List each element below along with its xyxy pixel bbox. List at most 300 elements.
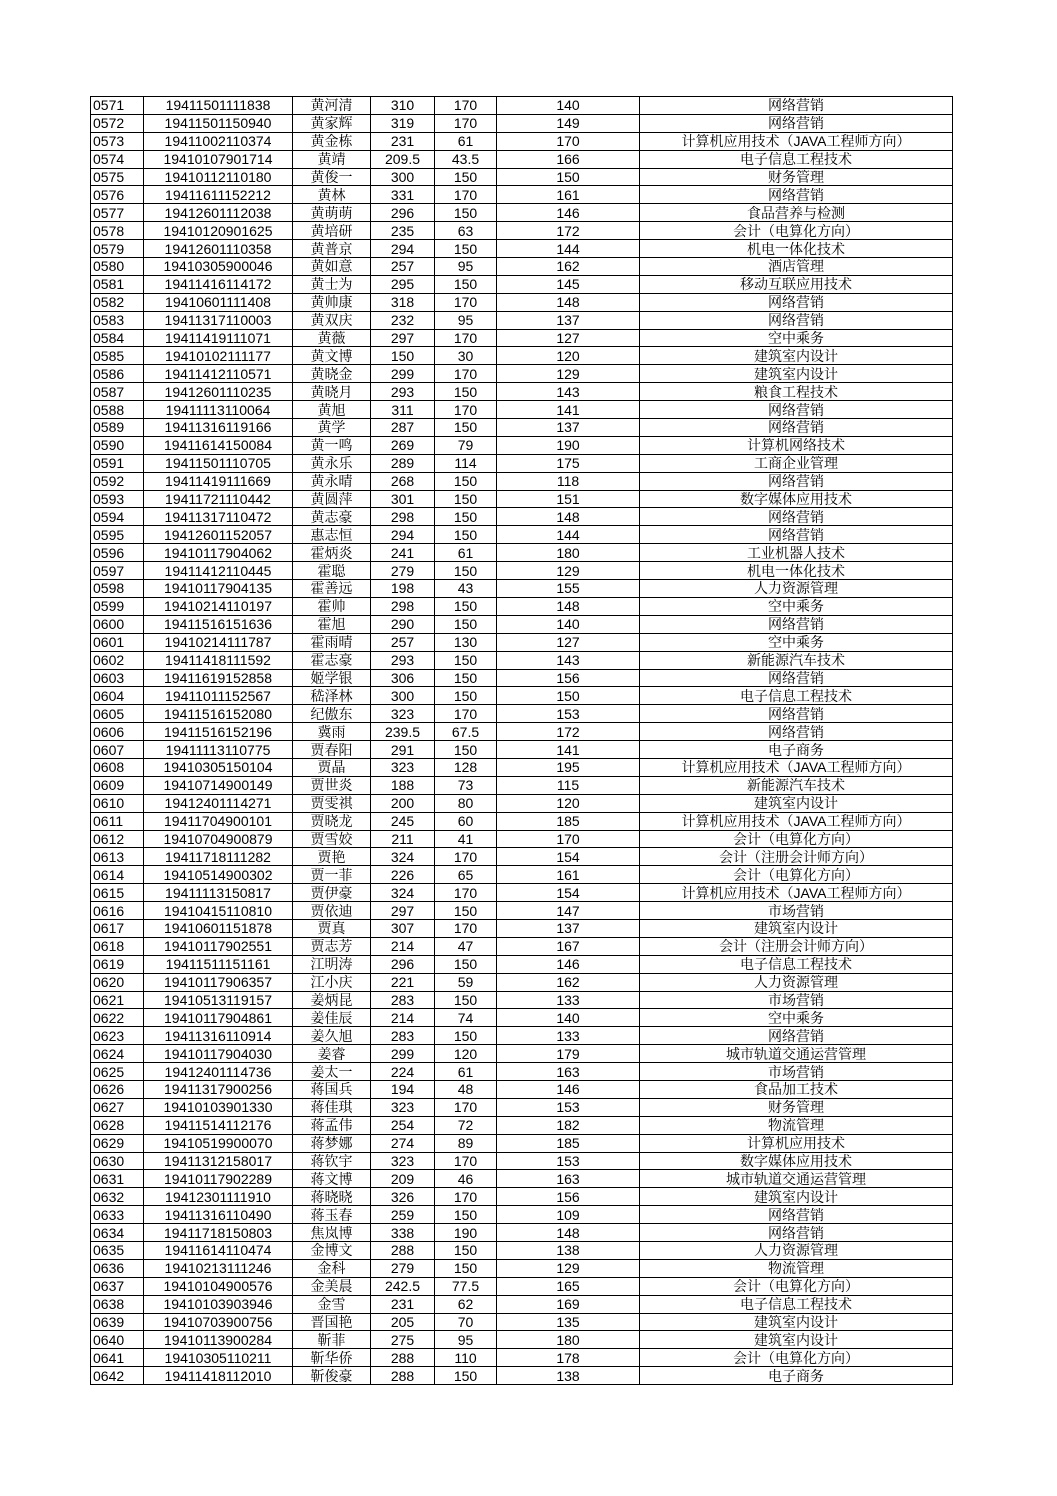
candidate-id-cell: 19411002110374 xyxy=(144,132,293,150)
total-score-cell: 299 xyxy=(371,1045,435,1063)
row-number-cell: 0625 xyxy=(91,1063,144,1081)
score-a-cell: 150 xyxy=(435,597,497,615)
table-row xyxy=(91,597,953,615)
score-a-cell: 150 xyxy=(435,204,497,222)
row-number-cell: 0592 xyxy=(91,472,144,490)
major-cell: 网络营销 xyxy=(640,311,953,329)
candidate-id-cell: 19410117902551 xyxy=(144,937,293,955)
candidate-id-cell: 19410120901625 xyxy=(144,222,293,240)
score-b-cell: 185 xyxy=(497,812,640,830)
candidate-id-cell: 19412601110235 xyxy=(144,383,293,401)
name-cell: 黄如意 xyxy=(293,258,371,276)
score-a-cell: 150 xyxy=(435,1259,497,1277)
candidate-id-cell: 19411516151636 xyxy=(144,615,293,633)
name-cell: 贾世炎 xyxy=(293,776,371,794)
candidate-id-cell: 19411317110003 xyxy=(144,311,293,329)
major-cell: 电子信息工程技术 xyxy=(640,1295,953,1313)
candidate-id-cell: 19411614150084 xyxy=(144,436,293,454)
table-row xyxy=(91,258,953,276)
total-score-cell: 241 xyxy=(371,544,435,562)
candidate-id-cell: 19411501111838 xyxy=(144,97,293,115)
candidate-id-cell: 19412301111910 xyxy=(144,1188,293,1206)
table-row xyxy=(91,1224,953,1242)
score-b-cell: 179 xyxy=(497,1045,640,1063)
score-a-cell: 150 xyxy=(435,508,497,526)
row-number-cell: 0624 xyxy=(91,1045,144,1063)
score-b-cell: 148 xyxy=(497,508,640,526)
total-score-cell: 239.5 xyxy=(371,723,435,741)
score-b-cell: 163 xyxy=(497,1170,640,1188)
candidate-id-cell: 19411619152858 xyxy=(144,669,293,687)
candidate-id-cell: 19411113110064 xyxy=(144,401,293,419)
score-b-cell: 144 xyxy=(497,240,640,258)
name-cell: 晋国艳 xyxy=(293,1313,371,1331)
row-number-cell: 0575 xyxy=(91,168,144,186)
major-cell: 计算机应用技术（JAVA工程师方向） xyxy=(640,812,953,830)
table-row xyxy=(91,490,953,508)
name-cell: 黄一鸣 xyxy=(293,436,371,454)
table-row xyxy=(91,776,953,794)
row-number-cell: 0603 xyxy=(91,669,144,687)
total-score-cell: 275 xyxy=(371,1331,435,1349)
table-row xyxy=(91,1188,953,1206)
table-row xyxy=(91,973,953,991)
major-cell: 建筑室内设计 xyxy=(640,1313,953,1331)
candidate-id-cell: 19411516152196 xyxy=(144,723,293,741)
major-cell: 市场营销 xyxy=(640,1063,953,1081)
candidate-id-cell: 19410601111408 xyxy=(144,293,293,311)
row-number-cell: 0582 xyxy=(91,293,144,311)
candidate-id-cell: 19410107901714 xyxy=(144,150,293,168)
total-score-cell: 214 xyxy=(371,937,435,955)
major-cell: 网络营销 xyxy=(640,293,953,311)
row-number-cell: 0633 xyxy=(91,1206,144,1224)
candidate-id-cell: 19410601151878 xyxy=(144,919,293,937)
name-cell: 霍旭 xyxy=(293,615,371,633)
total-score-cell: 288 xyxy=(371,1349,435,1367)
total-score-cell: 235 xyxy=(371,222,435,240)
table-row xyxy=(91,293,953,311)
score-a-cell: 80 xyxy=(435,794,497,812)
score-b-cell: 137 xyxy=(497,419,640,437)
table-row xyxy=(91,580,953,598)
major-cell: 网络营销 xyxy=(640,508,953,526)
row-number-cell: 0576 xyxy=(91,186,144,204)
total-score-cell: 200 xyxy=(371,794,435,812)
score-a-cell: 63 xyxy=(435,222,497,240)
total-score-cell: 295 xyxy=(371,275,435,293)
score-a-cell: 70 xyxy=(435,1313,497,1331)
total-score-cell: 301 xyxy=(371,490,435,508)
table-row xyxy=(91,1295,953,1313)
name-cell: 姜睿 xyxy=(293,1045,371,1063)
score-b-cell: 178 xyxy=(497,1349,640,1367)
candidate-id-cell: 19410117904062 xyxy=(144,544,293,562)
major-cell: 网络营销 xyxy=(640,114,953,132)
candidate-id-cell: 19411704900101 xyxy=(144,812,293,830)
name-cell: 金博文 xyxy=(293,1242,371,1260)
row-number-cell: 0640 xyxy=(91,1331,144,1349)
table-row xyxy=(91,1313,953,1331)
row-number-cell: 0591 xyxy=(91,454,144,472)
score-b-cell: 172 xyxy=(497,222,640,240)
score-a-cell: 170 xyxy=(435,186,497,204)
name-cell: 贾雪姣 xyxy=(293,830,371,848)
major-cell: 建筑室内设计 xyxy=(640,1188,953,1206)
score-b-cell: 161 xyxy=(497,866,640,884)
score-b-cell: 154 xyxy=(497,884,640,902)
candidate-id-cell: 19411418111592 xyxy=(144,651,293,669)
total-score-cell: 211 xyxy=(371,830,435,848)
name-cell: 贾晓龙 xyxy=(293,812,371,830)
major-cell: 网络营销 xyxy=(640,186,953,204)
candidate-id-cell: 19411511151161 xyxy=(144,955,293,973)
row-number-cell: 0636 xyxy=(91,1259,144,1277)
score-a-cell: 61 xyxy=(435,132,497,150)
major-cell: 计算机应用技术（JAVA工程师方向） xyxy=(640,132,953,150)
total-score-cell: 323 xyxy=(371,1152,435,1170)
name-cell: 靳俊豪 xyxy=(293,1367,371,1385)
major-cell: 建筑室内设计 xyxy=(640,794,953,812)
table-row xyxy=(91,902,953,920)
score-b-cell: 163 xyxy=(497,1063,640,1081)
row-number-cell: 0571 xyxy=(91,97,144,115)
candidate-id-cell: 19410113900284 xyxy=(144,1331,293,1349)
score-b-cell: 148 xyxy=(497,1224,640,1242)
table-row xyxy=(91,1331,953,1349)
major-cell: 网络营销 xyxy=(640,526,953,544)
name-cell: 嵇泽林 xyxy=(293,687,371,705)
table-row xyxy=(91,1206,953,1224)
total-score-cell: 300 xyxy=(371,168,435,186)
score-b-cell: 138 xyxy=(497,1367,640,1385)
score-b-cell: 140 xyxy=(497,1009,640,1027)
candidate-id-cell: 19411416114172 xyxy=(144,275,293,293)
name-cell: 贾一菲 xyxy=(293,866,371,884)
score-b-cell: 138 xyxy=(497,1242,640,1260)
total-score-cell: 268 xyxy=(371,472,435,490)
table-row xyxy=(91,1367,953,1385)
table-row xyxy=(91,508,953,526)
name-cell: 黄文博 xyxy=(293,347,371,365)
score-a-cell: 170 xyxy=(435,919,497,937)
candidate-id-cell: 19410415110810 xyxy=(144,902,293,920)
table-row xyxy=(91,705,953,723)
total-score-cell: 257 xyxy=(371,258,435,276)
name-cell: 黄晓金 xyxy=(293,365,371,383)
score-a-cell: 150 xyxy=(435,1027,497,1045)
total-score-cell: 279 xyxy=(371,1259,435,1277)
name-cell: 霍雨晴 xyxy=(293,633,371,651)
table-row xyxy=(91,919,953,937)
score-b-cell: 144 xyxy=(497,526,640,544)
total-score-cell: 297 xyxy=(371,902,435,920)
score-a-cell: 150 xyxy=(435,741,497,759)
major-cell: 空中乘务 xyxy=(640,329,953,347)
name-cell: 贾志芳 xyxy=(293,937,371,955)
major-cell: 物流管理 xyxy=(640,1259,953,1277)
score-b-cell: 190 xyxy=(497,436,640,454)
major-cell: 建筑室内设计 xyxy=(640,347,953,365)
total-score-cell: 269 xyxy=(371,436,435,454)
table-row xyxy=(91,526,953,544)
score-a-cell: 60 xyxy=(435,812,497,830)
score-b-cell: 156 xyxy=(497,669,640,687)
score-a-cell: 150 xyxy=(435,383,497,401)
total-score-cell: 318 xyxy=(371,293,435,311)
total-score-cell: 209 xyxy=(371,1170,435,1188)
row-number-cell: 0608 xyxy=(91,758,144,776)
total-score-cell: 242.5 xyxy=(371,1277,435,1295)
row-number-cell: 0631 xyxy=(91,1170,144,1188)
major-cell: 网络营销 xyxy=(640,669,953,687)
major-cell: 会计（电算化方向） xyxy=(640,1349,953,1367)
candidate-id-cell: 19410704900879 xyxy=(144,830,293,848)
row-number-cell: 0615 xyxy=(91,884,144,902)
table-row xyxy=(91,329,953,347)
name-cell: 黄圆萍 xyxy=(293,490,371,508)
row-number-cell: 0629 xyxy=(91,1134,144,1152)
total-score-cell: 245 xyxy=(371,812,435,830)
total-score-cell: 289 xyxy=(371,454,435,472)
name-cell: 黄双庆 xyxy=(293,311,371,329)
name-cell: 纪傲东 xyxy=(293,705,371,723)
total-score-cell: 331 xyxy=(371,186,435,204)
total-score-cell: 257 xyxy=(371,633,435,651)
score-b-cell: 162 xyxy=(497,258,640,276)
candidate-id-cell: 19410103901330 xyxy=(144,1098,293,1116)
table-row xyxy=(91,1098,953,1116)
name-cell: 黄学 xyxy=(293,419,371,437)
score-b-cell: 148 xyxy=(497,293,640,311)
score-a-cell: 170 xyxy=(435,884,497,902)
score-b-cell: 151 xyxy=(497,490,640,508)
score-a-cell: 43 xyxy=(435,580,497,598)
row-number-cell: 0584 xyxy=(91,329,144,347)
table-row xyxy=(91,347,953,365)
major-cell: 会计（注册会计师方向） xyxy=(640,848,953,866)
table-row xyxy=(91,723,953,741)
row-number-cell: 0577 xyxy=(91,204,144,222)
table-row xyxy=(91,222,953,240)
total-score-cell: 231 xyxy=(371,132,435,150)
table-row xyxy=(91,633,953,651)
name-cell: 靳华侨 xyxy=(293,1349,371,1367)
candidate-id-cell: 19412601110358 xyxy=(144,240,293,258)
major-cell: 财务管理 xyxy=(640,168,953,186)
name-cell: 姜久旭 xyxy=(293,1027,371,1045)
total-score-cell: 274 xyxy=(371,1134,435,1152)
name-cell: 姜佳辰 xyxy=(293,1009,371,1027)
major-cell: 会计（电算化方向） xyxy=(640,1277,953,1295)
major-cell: 电子商务 xyxy=(640,741,953,759)
table-row xyxy=(91,1027,953,1045)
row-number-cell: 0581 xyxy=(91,275,144,293)
table-body xyxy=(91,97,953,1385)
score-a-cell: 150 xyxy=(435,490,497,508)
major-cell: 建筑室内设计 xyxy=(640,1331,953,1349)
table-row xyxy=(91,275,953,293)
major-cell: 会计（电算化方向） xyxy=(640,222,953,240)
name-cell: 江小庆 xyxy=(293,973,371,991)
row-number-cell: 0627 xyxy=(91,1098,144,1116)
name-cell: 蒋钦宇 xyxy=(293,1152,371,1170)
major-cell: 数字媒体应用技术 xyxy=(640,1152,953,1170)
score-a-cell: 170 xyxy=(435,1098,497,1116)
candidate-id-cell: 19410703900756 xyxy=(144,1313,293,1331)
table-row xyxy=(91,615,953,633)
row-number-cell: 0642 xyxy=(91,1367,144,1385)
table-row xyxy=(91,884,953,902)
candidate-id-cell: 19410214111787 xyxy=(144,633,293,651)
score-b-cell: 133 xyxy=(497,991,640,1009)
table-row xyxy=(91,383,953,401)
score-b-cell: 153 xyxy=(497,705,640,723)
score-b-cell: 175 xyxy=(497,454,640,472)
name-cell: 霍聪 xyxy=(293,562,371,580)
candidate-id-cell: 19411419111071 xyxy=(144,329,293,347)
score-b-cell: 166 xyxy=(497,150,640,168)
name-cell: 蒋佳琪 xyxy=(293,1098,371,1116)
score-a-cell: 65 xyxy=(435,866,497,884)
score-b-cell: 127 xyxy=(497,329,640,347)
table-row xyxy=(91,1134,953,1152)
total-score-cell: 299 xyxy=(371,365,435,383)
score-b-cell: 150 xyxy=(497,168,640,186)
score-b-cell: 141 xyxy=(497,741,640,759)
score-a-cell: 120 xyxy=(435,1045,497,1063)
row-number-cell: 0611 xyxy=(91,812,144,830)
score-b-cell: 170 xyxy=(497,132,640,150)
total-score-cell: 294 xyxy=(371,526,435,544)
table-row xyxy=(91,168,953,186)
major-cell: 计算机应用技术 xyxy=(640,1134,953,1152)
score-b-cell: 150 xyxy=(497,687,640,705)
row-number-cell: 0618 xyxy=(91,937,144,955)
score-a-cell: 150 xyxy=(435,275,497,293)
major-cell: 财务管理 xyxy=(640,1098,953,1116)
score-b-cell: 120 xyxy=(497,794,640,812)
score-b-cell: 146 xyxy=(497,204,640,222)
name-cell: 霍善远 xyxy=(293,580,371,598)
candidate-id-cell: 19411316110490 xyxy=(144,1206,293,1224)
name-cell: 霍帅 xyxy=(293,597,371,615)
total-score-cell: 288 xyxy=(371,1242,435,1260)
name-cell: 蒋晓晓 xyxy=(293,1188,371,1206)
total-score-cell: 288 xyxy=(371,1367,435,1385)
name-cell: 蒋国兵 xyxy=(293,1080,371,1098)
score-a-cell: 62 xyxy=(435,1295,497,1313)
total-score-cell: 283 xyxy=(371,991,435,1009)
total-score-cell: 306 xyxy=(371,669,435,687)
name-cell: 金雪 xyxy=(293,1295,371,1313)
row-number-cell: 0600 xyxy=(91,615,144,633)
candidate-id-cell: 19411113150817 xyxy=(144,884,293,902)
admission-score-table xyxy=(90,96,953,1385)
table-row xyxy=(91,544,953,562)
total-score-cell: 221 xyxy=(371,973,435,991)
major-cell: 机电一体化技术 xyxy=(640,240,953,258)
table-row xyxy=(91,150,953,168)
candidate-id-cell: 19412601112038 xyxy=(144,204,293,222)
total-score-cell: 338 xyxy=(371,1224,435,1242)
score-a-cell: 46 xyxy=(435,1170,497,1188)
row-number-cell: 0604 xyxy=(91,687,144,705)
score-a-cell: 130 xyxy=(435,633,497,651)
score-b-cell: 185 xyxy=(497,1134,640,1152)
table-row xyxy=(91,1009,953,1027)
score-b-cell: 180 xyxy=(497,1331,640,1349)
row-number-cell: 0599 xyxy=(91,597,144,615)
name-cell: 黄志豪 xyxy=(293,508,371,526)
score-b-cell: 165 xyxy=(497,1277,640,1295)
score-a-cell: 150 xyxy=(435,526,497,544)
name-cell: 贾艳 xyxy=(293,848,371,866)
name-cell: 姜太一 xyxy=(293,1063,371,1081)
name-cell: 贾依迪 xyxy=(293,902,371,920)
major-cell: 电子信息工程技术 xyxy=(640,955,953,973)
score-a-cell: 95 xyxy=(435,1331,497,1349)
score-a-cell: 67.5 xyxy=(435,723,497,741)
row-number-cell: 0617 xyxy=(91,919,144,937)
table-row xyxy=(91,562,953,580)
score-b-cell: 143 xyxy=(497,383,640,401)
name-cell: 贾雯祺 xyxy=(293,794,371,812)
table-row xyxy=(91,794,953,812)
row-number-cell: 0572 xyxy=(91,114,144,132)
total-score-cell: 323 xyxy=(371,758,435,776)
row-number-cell: 0590 xyxy=(91,436,144,454)
candidate-id-cell: 19411113110775 xyxy=(144,741,293,759)
table-row xyxy=(91,1259,953,1277)
score-a-cell: 170 xyxy=(435,365,497,383)
score-b-cell: 129 xyxy=(497,562,640,580)
major-cell: 电子商务 xyxy=(640,1367,953,1385)
major-cell: 市场营销 xyxy=(640,991,953,1009)
score-a-cell: 170 xyxy=(435,114,497,132)
total-score-cell: 294 xyxy=(371,240,435,258)
major-cell: 新能源汽车技术 xyxy=(640,651,953,669)
total-score-cell: 291 xyxy=(371,741,435,759)
row-number-cell: 0607 xyxy=(91,741,144,759)
score-a-cell: 150 xyxy=(435,1206,497,1224)
total-score-cell: 205 xyxy=(371,1313,435,1331)
total-score-cell: 226 xyxy=(371,866,435,884)
row-number-cell: 0616 xyxy=(91,902,144,920)
row-number-cell: 0601 xyxy=(91,633,144,651)
score-a-cell: 170 xyxy=(435,1188,497,1206)
score-a-cell: 110 xyxy=(435,1349,497,1367)
total-score-cell: 297 xyxy=(371,329,435,347)
table-row xyxy=(91,401,953,419)
table-row xyxy=(91,1277,953,1295)
row-number-cell: 0589 xyxy=(91,419,144,437)
row-number-cell: 0619 xyxy=(91,955,144,973)
name-cell: 黄培研 xyxy=(293,222,371,240)
score-a-cell: 59 xyxy=(435,973,497,991)
row-number-cell: 0609 xyxy=(91,776,144,794)
table-row xyxy=(91,848,953,866)
name-cell: 黄俊一 xyxy=(293,168,371,186)
row-number-cell: 0612 xyxy=(91,830,144,848)
score-b-cell: 154 xyxy=(497,848,640,866)
total-score-cell: 323 xyxy=(371,1098,435,1116)
table-row xyxy=(91,204,953,222)
score-b-cell: 141 xyxy=(497,401,640,419)
major-cell: 新能源汽车技术 xyxy=(640,776,953,794)
score-b-cell: 149 xyxy=(497,114,640,132)
row-number-cell: 0597 xyxy=(91,562,144,580)
